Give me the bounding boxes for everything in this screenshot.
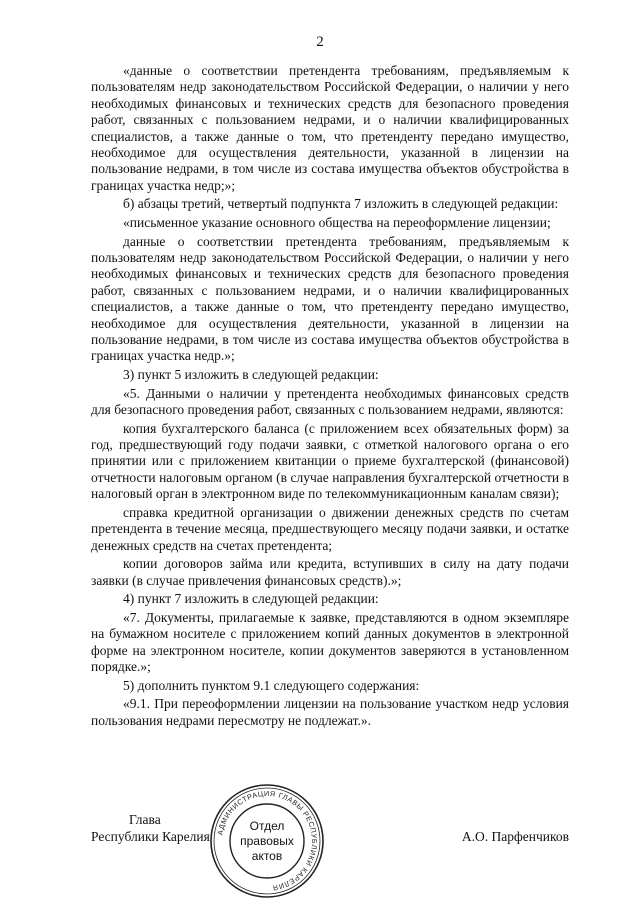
paragraph: копии договоров займа или кредита, вступивших в силу на дату подачи заявки (в случае привлечения финансовых средств).»; [91,556,569,588]
paragraph: «9.1. При переоформлении лицензии на пользование участком недр условия пользования недрами пересмотру не подлежат.». [91,696,569,728]
stamp-center-line: актов [251,849,283,863]
official-stamp [208,782,326,900]
stamp-ring-text: АДМИНИСТРАЦИЯ ГЛАВЫ РЕСПУБЛИКИ КАРЕЛИЯ [215,788,320,893]
paragraph: «7. Документы, прилагаемые к заявке, представляются в одном экземпляре на бумажном носителе с приложением копий данных документов в электронной форме на электронном носителе, копии документов заверяются в установленном порядке.»; [91,609,569,675]
stamp-center-line: Отдел [249,819,285,833]
signatory-name: А.О. Парфенчиков [461,829,569,844]
paragraph: «письменное указание основного общества на переоформление лицензии; [123,215,551,231]
paragraph: б) абзацы третий, четвертый подпункта 7 изложить в следующей редакции: [123,196,559,212]
document-body [91,63,569,731]
paragraph: «5. Данными о наличии у претендента необходимых финансовых средств для безопасного проведения работ, связанных с пользованием недрами, являются: [91,385,569,418]
paragraph: 5) дополнить пунктом 9.1 следующего содержания: [123,677,420,693]
page-number: 2 [316,34,324,50]
signatory-region: Республики Карелия [91,829,210,844]
paragraph: 4) пункт 7 изложить в следующей редакции: [123,591,379,607]
paragraph: «данные о соответствии претендента требованиям, предъявляемым к пользователям недр законодательством Российской Федерации, о наличии у него необходимых финансовых и технических средств для безопасного проведения работ, связанных с пользованием недрами, и о наличии квалифицированных специалистов, а также данные о том, что претенденту передано имущество, необходимое для осуществления деятельности, указанной в лицензии на пользование недрами, в том числе из состава имущества объектов обустройства в границах участка недр;»; [91,63,569,193]
paragraph: 3) пункт 5 изложить в следующей редакции: [123,367,379,383]
signature-block [91,810,569,870]
stamp-center-line: правовых [240,834,294,848]
paragraph: данные о соответствии претендента требованиям, предъявляемым к пользователям недр законодательством Российской Федерации, о наличии у него необходимых финансовых и технических средств для безопасного проведения работ, связанных с пользованием недрами, и о наличии квалифицированных специалистов, а также данные о том, что претенденту передано имущество, необходимое для осуществления деятельности, указанной в лицензии на пользование недрами, в том числе из состава имущества объектов обустройства в границах участка недр.»; [91,233,569,364]
paragraph: справка кредитной организации о движении денежных средств по счетам претендента в течение месяца, предшествующего месяцу подачи заявки, и остатке денежных средств на счетах претендента; [91,504,569,553]
paragraph: копия бухгалтерского баланса (с приложением всех обязательных форм) за год, предшествующий году подачи заявки, с отметкой налогового органа о его принятии или с приложением квитанции о приеме бухгалтерской (финансовой) отчетности налоговым органом (в случае направления бухгалтерской отчетности в налоговый орган в электронном виде по телекоммуникационным каналам связи); [91,420,569,502]
signatory-title: Глава [129,812,161,827]
